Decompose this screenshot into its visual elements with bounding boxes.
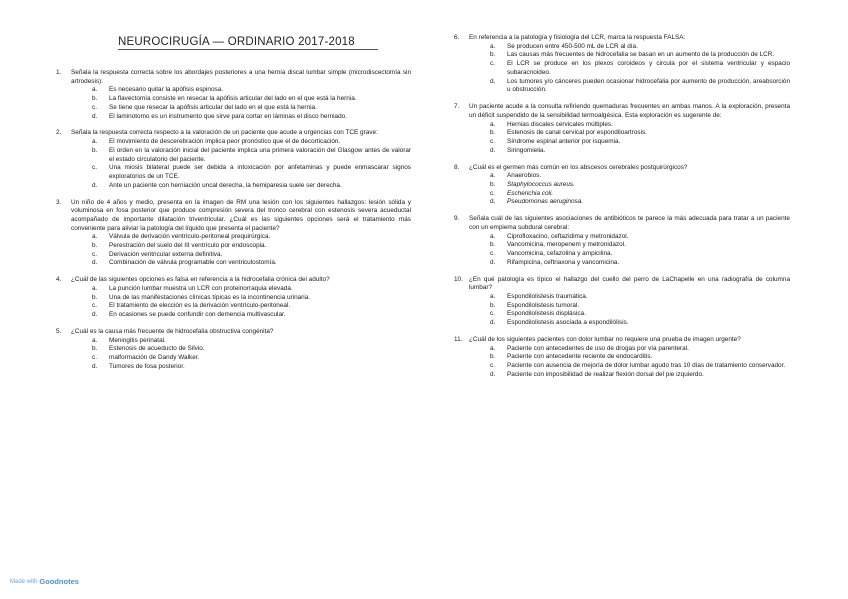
option-text: Hernias discales cervicales múltiples.	[507, 120, 613, 128]
option-letter: a.	[490, 293, 496, 301]
option-letter: c.	[490, 310, 495, 318]
option-letter: a.	[490, 42, 496, 50]
option-text: Espondilolistesis tumoral.	[507, 301, 580, 309]
goodnotes-watermark	[10, 577, 79, 586]
answer-option	[490, 51, 790, 60]
option-letter: d.	[490, 370, 496, 378]
option-text: Espondilolistesis displásica.	[507, 310, 586, 318]
answer-option	[490, 172, 790, 181]
answer-option	[92, 337, 411, 346]
option-letter: c.	[490, 189, 495, 197]
answer-option	[490, 43, 790, 52]
answer-option	[92, 354, 411, 363]
answer-option	[490, 345, 790, 354]
option-text: La punción lumbar muestra un LCR con proteinorraquia elevada.	[109, 285, 293, 293]
option-list	[490, 345, 790, 380]
option-letter: c.	[490, 137, 495, 145]
answer-option	[92, 95, 411, 104]
question-header	[454, 336, 790, 345]
option-letter: d.	[92, 259, 98, 267]
option-text: En ocasiones se puede confundir con demencia multivascular.	[109, 311, 286, 319]
option-text: El LCR se produce en los plexos coroideos y circula por el sistema ventricular y espacio subaracnoideo.	[507, 60, 790, 76]
question-header	[454, 215, 790, 232]
option-letter: c.	[490, 250, 495, 258]
question-header	[56, 276, 411, 285]
question-header	[454, 103, 790, 120]
answer-option	[490, 241, 790, 250]
option-text: Los tumores y/o cánceres pueden ocasionar hidrocefalia por aumento de producción, areabsorción u obstrucción.	[507, 77, 790, 94]
question-text: ¿Cuál es el germen más común en los abscesos cerebrales postquirúrgicos?	[469, 163, 688, 171]
answer-option	[490, 60, 790, 77]
answer-option	[490, 353, 790, 362]
answer-option	[92, 311, 411, 320]
question	[56, 69, 411, 121]
answer-option	[92, 285, 411, 294]
question-text: En referencia a la patología y fisiología del LCR, marca la respuesta FALSA:	[469, 34, 686, 41]
question-text: ¿Cuál de las siguientes opciones es falsa en referencia a la hidrocefalia crónica del adulto?	[71, 276, 330, 284]
option-text: Espondilolistesis traumática.	[507, 293, 588, 301]
question	[56, 276, 411, 320]
answer-option	[92, 113, 411, 122]
answer-option	[92, 345, 411, 354]
option-text: Vancomicina, cefazolina y ampicilina.	[507, 250, 613, 258]
answer-option	[92, 294, 411, 303]
answer-option	[490, 259, 790, 268]
question-text: Señala la respuesta correcta respecto a la valoración de un paciente que acude a urgencias con TCE grave:	[71, 129, 378, 137]
answer-option	[490, 302, 790, 311]
answer-option	[92, 251, 411, 260]
option-list	[490, 233, 790, 268]
option-list	[490, 293, 790, 328]
right-column	[454, 34, 790, 388]
option-letter: a.	[92, 138, 98, 146]
question-header	[454, 34, 790, 43]
question-text: Señala cuál de las siguientes asociaciones de antibióticos te parece la más adecuada para tratar a un paciente con un empiema subdural cerebral:	[469, 215, 790, 231]
answer-option	[92, 138, 411, 147]
option-text: Ante un paciente con herniación uncal derecha, la hemiparesia suele ser derecha.	[109, 181, 342, 189]
option-letter: b.	[490, 241, 496, 249]
option-text: El laminotomo es un instrumento que sirve para cortar en láminas el disco herniado.	[109, 112, 347, 120]
option-list	[92, 86, 411, 121]
document-title: NEUROCIRUGÍA — ORDINARIO 2017-2018	[118, 36, 378, 50]
question	[454, 336, 790, 380]
option-text: Estenosis de canal cervical por espondiloartrosis.	[507, 129, 647, 137]
option-letter: c.	[92, 103, 97, 111]
option-text: Se tiene que resecar la apófisis articular del lado en el que está la hernia.	[109, 103, 317, 111]
answer-option	[92, 302, 411, 311]
question	[454, 164, 790, 208]
answer-option	[490, 181, 790, 190]
option-letter: a.	[92, 86, 98, 94]
option-letter: a.	[490, 172, 496, 180]
option-text: El movimiento de descerebración implica peor pronóstico que el de decorticación.	[109, 138, 341, 146]
option-letter: d.	[92, 181, 98, 189]
answer-option	[490, 138, 790, 147]
option-list	[92, 337, 411, 372]
question	[454, 276, 790, 328]
answer-option	[92, 86, 411, 95]
watermark-brand: Goodnotes	[39, 577, 79, 586]
question	[454, 103, 790, 155]
question-number: 3.	[56, 198, 62, 206]
answer-option	[92, 233, 411, 242]
option-text: Una miosis bilateral puede ser debida a intoxicación por anfetaminas y puede enmascarar signos exploratorios de un TCE.	[109, 164, 411, 180]
question-list-right	[454, 34, 790, 380]
answer-option	[92, 259, 411, 268]
option-letter: a.	[92, 285, 98, 293]
question-text: Un paciente acude a la consulta refiriendo quemaduras frecuentes en ambas manos. A la exploración, presenta un déficit suspendido de la sensibilidad termoalgésica. Esta exploración es sugerente de:	[469, 103, 790, 119]
question-number: 6.	[454, 34, 460, 41]
watermark-prefix: Made with	[10, 578, 38, 585]
option-text: Derivación ventricular externa definitiva.	[109, 250, 223, 258]
answer-option	[490, 293, 790, 302]
option-text: El tratamiento de elección es la derivación ventrículo-peritoneal.	[109, 302, 291, 310]
option-letter: d.	[490, 146, 496, 154]
option-text: Meningitis perinatal.	[109, 336, 166, 344]
question-text: ¿Cuál es la causa más frecuente de hidrocefalia obstructiva congénita?	[71, 328, 274, 336]
answer-option	[490, 198, 790, 207]
option-letter: c.	[490, 362, 495, 370]
question-number: 7.	[454, 103, 460, 111]
option-text: Rifampicina, ceftriaxona y vancomicina.	[507, 258, 620, 266]
option-text: La flavectomía consiste en resecar la apófisis articular del lado en el que está la hernia.	[109, 95, 357, 103]
option-letter: a.	[490, 120, 496, 128]
answer-option	[490, 129, 790, 138]
option-text: Vancomicina, meropenem y metronidazol.	[507, 241, 626, 249]
question-header	[56, 328, 411, 337]
question-number: 1.	[56, 69, 62, 76]
answer-option	[490, 371, 790, 380]
option-text: Es necesario quitar la apófisis espinosa.	[109, 86, 224, 94]
question-number: 10.	[454, 275, 463, 283]
option-letter: c.	[92, 354, 97, 362]
question-text: ¿Cuál de los siguientes pacientes con dolor lumbar no requiere una prueba de imagen urgente?	[469, 336, 741, 344]
option-text: Paciente con antecedentes de uso de drogas por vía parenteral.	[507, 344, 689, 352]
option-text: Paciente con antecedente reciente de endocarditis.	[507, 353, 653, 361]
option-list	[490, 172, 790, 207]
question-number: 11.	[454, 336, 463, 344]
option-letter: b.	[490, 353, 496, 361]
option-list	[92, 138, 411, 190]
option-list	[92, 233, 411, 268]
option-letter: a.	[490, 344, 496, 352]
option-text: Una de las manifestaciones clínicas típicas es la incontinencia urinaria.	[109, 293, 311, 301]
option-letter: c.	[490, 60, 495, 68]
option-text: Siringomielia.	[507, 146, 546, 154]
option-letter: d.	[92, 112, 98, 120]
option-letter: b.	[92, 242, 98, 250]
option-text: El orden en la valoración inicial del paciente implica una primera valoración del Glasgow antes de valorar el estado circulatorio del paciente.	[109, 146, 411, 163]
option-letter: d.	[490, 258, 496, 266]
question-number: 2.	[56, 129, 62, 137]
option-text: Síndrome espinal anterior por isquemia.	[507, 137, 621, 145]
option-text: Anaerobios.	[507, 172, 542, 180]
question-text: Señala la respuesta correcta sobre los abordajes posteriores a una hernia discal lumbar simple (microdiscectomía sin artrodesis):	[71, 69, 411, 85]
answer-option	[490, 147, 790, 156]
answer-option	[92, 104, 411, 113]
answer-option	[490, 310, 790, 319]
question	[454, 215, 790, 267]
question	[56, 328, 411, 372]
question-text: ¿En qué patología es típico el hallazgo del cuello del perro de LaChapelle en una radiografía de columna lumbar?	[469, 275, 790, 292]
answer-option	[92, 363, 411, 372]
option-letter: b.	[490, 51, 496, 59]
option-letter: a.	[490, 232, 496, 240]
question-header	[454, 164, 790, 173]
question-number: 5.	[56, 328, 62, 336]
option-text: Estenosis de acueducto de Silvio.	[109, 345, 205, 353]
option-text: Combinación de válvula programable con ventriculostomía.	[109, 259, 277, 267]
option-text: Tumores de fosa posterior.	[109, 362, 185, 370]
option-letter: d.	[92, 311, 98, 319]
option-letter: b.	[92, 95, 98, 103]
left-column	[56, 69, 411, 380]
answer-option	[92, 242, 411, 251]
option-letter: d.	[490, 77, 496, 85]
option-letter: b.	[92, 146, 98, 154]
option-letter: c.	[92, 164, 97, 172]
option-text: Paciente con ausencia de mejoría de dolor lumbar agudo tras 10 días de tratamiento conservador.	[507, 362, 786, 370]
answer-option	[490, 121, 790, 130]
option-text: Ciprofloxacino, ceftazidima y metronidazol.	[507, 232, 629, 240]
option-text: malformación de Dandy Walker.	[109, 354, 200, 362]
option-list	[490, 121, 790, 156]
question-header	[454, 276, 790, 293]
option-text: Paciente con imposibilidad de realizar flexión dorsal del pie izquierdo.	[507, 370, 704, 378]
option-letter: a.	[92, 336, 98, 344]
answer-option	[490, 319, 790, 328]
question	[56, 129, 411, 190]
option-letter: b.	[490, 301, 496, 309]
option-text: Staphylococcus aureus.	[507, 180, 575, 188]
answer-option	[92, 147, 411, 164]
option-list	[92, 285, 411, 320]
option-text: Las causas más frecuentes de hidrocefalia se basan en un aumento de la producción de LCR.	[507, 51, 775, 59]
option-text: Perestración del suelo del III ventrículo por endoscopia.	[109, 242, 267, 250]
option-list	[490, 43, 790, 95]
answer-option	[92, 182, 411, 191]
answer-option	[490, 362, 790, 371]
question	[454, 34, 790, 95]
question-number: 8.	[454, 163, 460, 171]
option-letter: d.	[490, 198, 496, 206]
option-letter: d.	[490, 319, 496, 327]
option-letter: b.	[490, 129, 496, 137]
answer-option	[490, 190, 790, 199]
answer-option	[490, 233, 790, 242]
option-letter: d.	[92, 362, 98, 370]
option-letter: b.	[490, 180, 496, 188]
question-header	[56, 69, 411, 86]
option-letter: b.	[92, 293, 98, 301]
question-header	[56, 129, 411, 138]
question-list-left	[56, 69, 411, 372]
question-number: 4.	[56, 276, 62, 284]
option-letter: c.	[92, 302, 97, 310]
option-text: Se producen entre 450-500 mL de LCR al día.	[507, 42, 638, 50]
option-text: Válvula de derivación ventrículo-peritoneal prequirúrgica.	[109, 233, 271, 241]
question	[56, 199, 411, 269]
option-letter: b.	[92, 345, 98, 353]
question-header	[56, 199, 411, 234]
option-text: Escherichia coli.	[507, 189, 554, 197]
question-text: Un niño de 4 años y medio, presenta en la imagen de RM una lesión con los siguientes hallazgos: lesión sólida y voluminosa en fosa posterior que produce compresión severa del tronco cerebral con estenosis severa acueductal acompañado de importante dilatación triventricular. ¿Cuál es las siguientes opciones será el tratamiento más conveniente para aliviar la patología del líquido que presenta el paciente?	[71, 198, 411, 232]
answer-option	[490, 250, 790, 259]
option-text: Pseudomonas aeruginosa.	[507, 198, 584, 206]
answer-option	[92, 164, 411, 181]
answer-option	[490, 78, 790, 95]
option-letter: a.	[92, 233, 98, 241]
question-number: 9.	[454, 215, 460, 223]
option-letter: c.	[92, 250, 97, 258]
option-text: Espondilolistesis asociada a espondilólisis.	[507, 319, 629, 327]
